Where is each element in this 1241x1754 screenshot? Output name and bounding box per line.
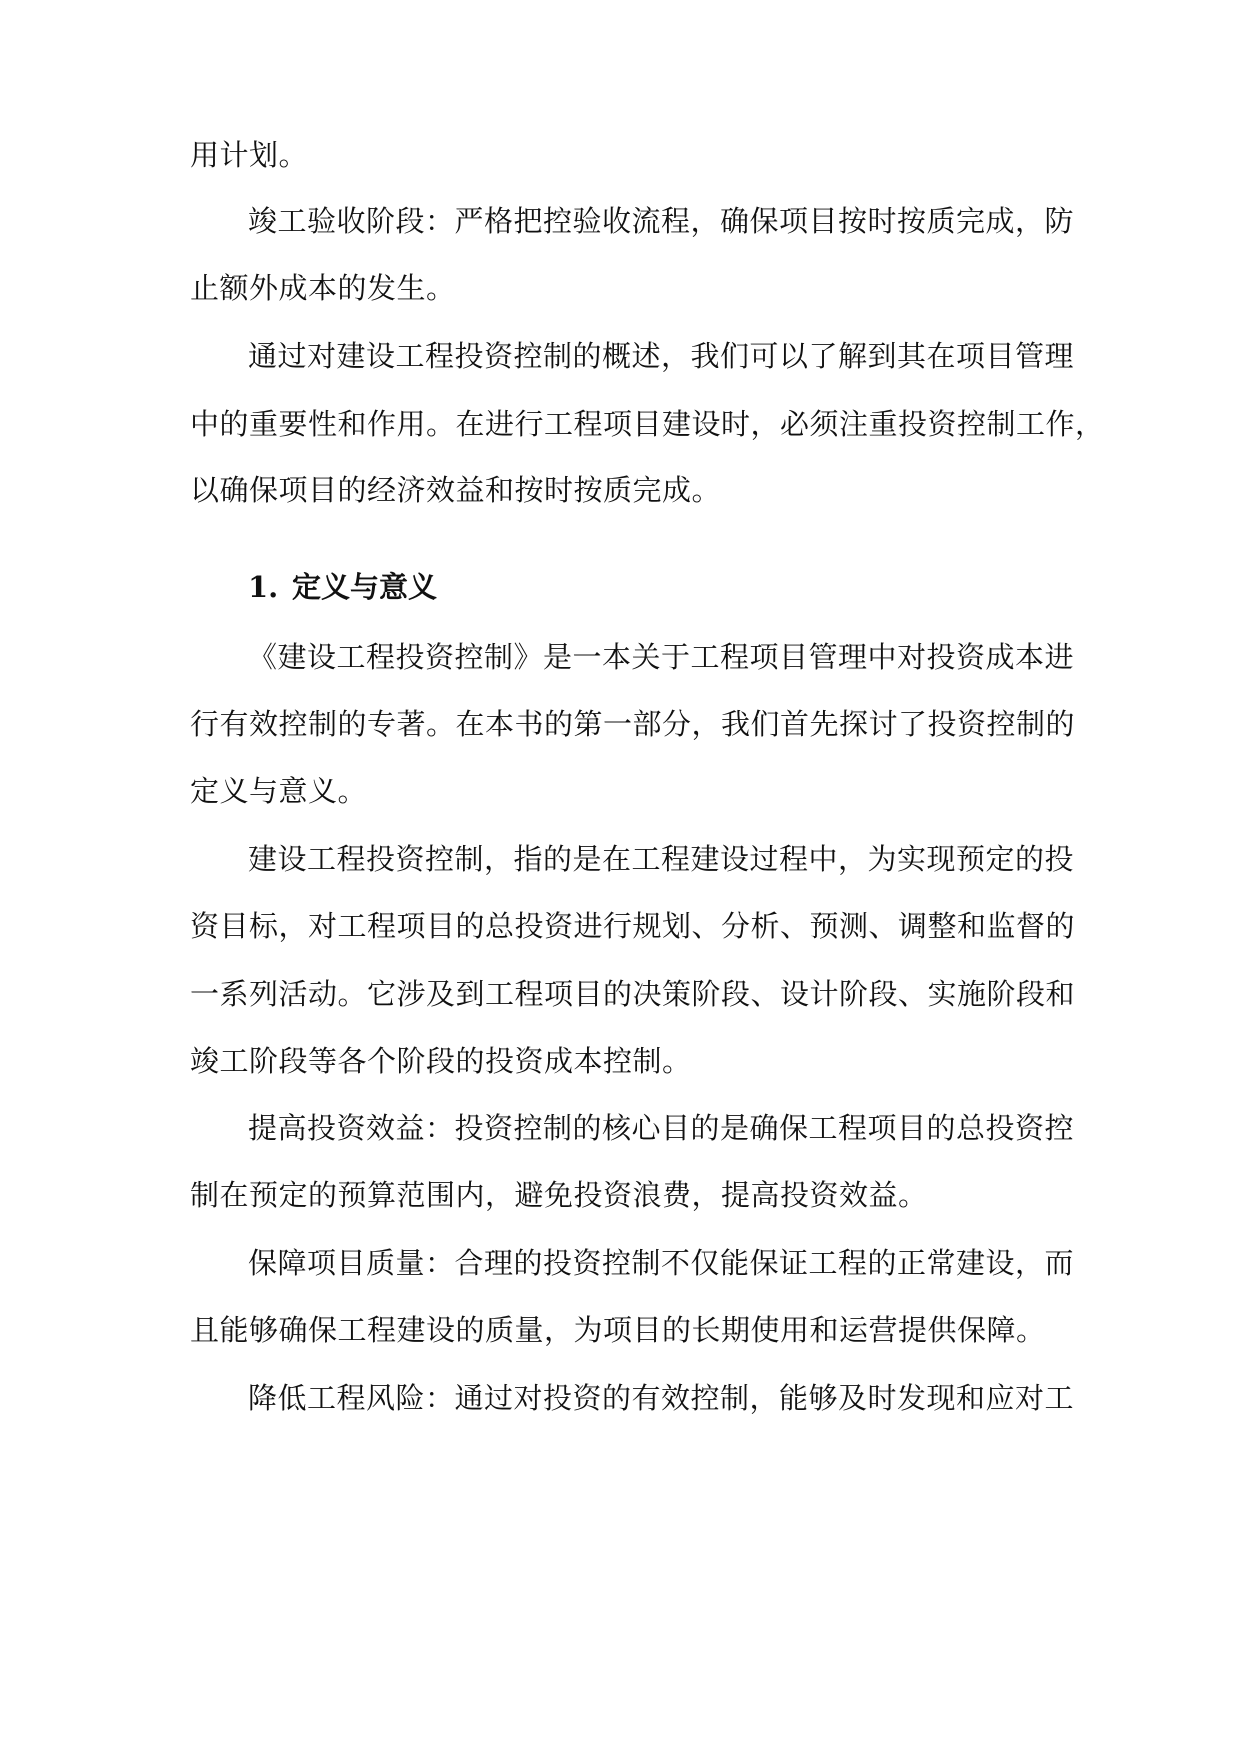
heading-text: 定义与意义 bbox=[292, 570, 438, 604]
paragraph-line: 止额外成本的发生。 bbox=[190, 271, 456, 305]
paragraph-line: 建设工程投资控制，指的是在工程建设过程中，为实现预定的投 bbox=[248, 842, 1075, 876]
paragraph-line: 且能够确保工程建设的质量，为项目的长期使用和运营提供保障。 bbox=[190, 1313, 1046, 1347]
paragraph-line: 用计划。 bbox=[190, 138, 309, 172]
paragraph-line: 《建设工程投资控制》是一本关于工程项目管理中对投资成本进 bbox=[248, 640, 1075, 674]
paragraph-line: 一系列活动。它涉及到工程项目的决策阶段、设计阶段、实施阶段和 bbox=[190, 977, 1076, 1011]
paragraph-line: 行有效控制的专著。在本书的第一部分，我们首先探讨了投资控制的 bbox=[190, 707, 1076, 741]
paragraph-line: 竣工验收阶段：严格把控验收流程，确保项目按时按质完成，防 bbox=[248, 204, 1075, 238]
paragraph-line: 以确保项目的经济效益和按时按质完成。 bbox=[190, 473, 722, 507]
paragraph-line: 制在预定的预算范围内，避免投资浪费，提高投资效益。 bbox=[190, 1178, 928, 1212]
paragraph-line: 保障项目质量：合理的投资控制不仅能保证工程的正常建设，而 bbox=[248, 1246, 1075, 1280]
paragraph-line: 提高投资效益：投资控制的核心目的是确保工程项目的总投资控 bbox=[248, 1111, 1075, 1145]
paragraph-line: 降低工程风险：通过对投资的有效控制，能够及时发现和应对工 bbox=[248, 1381, 1075, 1415]
section-heading bbox=[248, 567, 437, 607]
heading-number: 1. bbox=[248, 570, 279, 604]
paragraph-line: 定义与意义。 bbox=[190, 774, 368, 808]
paragraph-line: 通过对建设工程投资控制的概述，我们可以了解到其在项目管理 bbox=[248, 339, 1075, 373]
paragraph-line: 资目标，对工程项目的总投资进行规划、分析、预测、调整和监督的 bbox=[190, 909, 1076, 943]
paragraph-line: 竣工阶段等各个阶段的投资成本控制。 bbox=[190, 1044, 692, 1078]
paragraph-line: 中的重要性和作用。在进行工程项目建设时，必须注重投资控制工作， bbox=[190, 407, 1105, 441]
